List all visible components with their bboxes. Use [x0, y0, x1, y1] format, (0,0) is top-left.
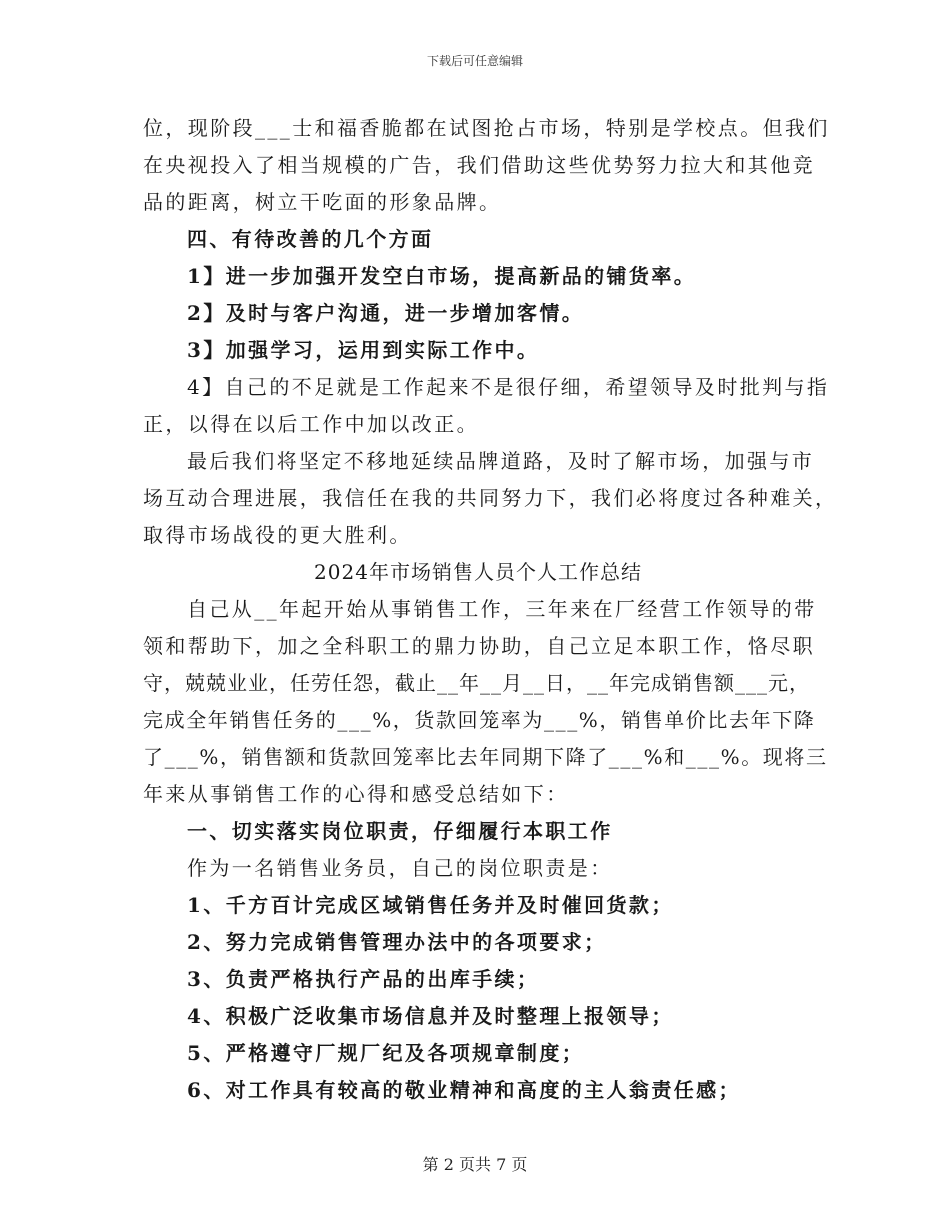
list-item: 2】及时与客户沟通，进一步增加客情。	[187, 301, 585, 325]
page-header: 下载后可任意编辑	[426, 54, 523, 68]
text-line: 取得市场战役的更大胜利。	[143, 523, 412, 547]
section-heading: 一、切实落实岗位职责，仔细履行本职工作	[187, 819, 613, 843]
list-item: 3】加强学习，运用到实际工作中。	[187, 338, 540, 362]
text-line: 场互动合理进展，我信任在我的共同努力下，我们必将度过各种难关，	[143, 486, 838, 510]
section-heading: 四、有待改善的几个方面	[187, 227, 434, 251]
text-line: 完成全年销售任务的___%，货款回笼率为___%，销售单价比去年下降	[143, 708, 816, 732]
text-line: 领和帮助下，加之全科职工的鼎力协助，自己立足本职工作，恪尽职	[143, 634, 815, 658]
text-line: 位，现阶段___士和福香脆都在试图抢占市场，特别是学校点。但我们	[143, 116, 830, 140]
text-line: 品的距离，树立干吃面的形象品牌。	[143, 190, 502, 214]
list-item: 1、千方百计完成区域销售任务并及时催回货款；	[187, 893, 674, 917]
text-line: 最后我们将坚定不移地延续品牌道路，及时了解市场，加强与市	[187, 449, 815, 473]
text-line: 年来从事销售工作的心得和感受总结如下：	[143, 782, 569, 806]
document-body	[143, 110, 838, 1109]
text-line: 自己从__年起开始从事销售工作，三年来在厂经营工作领导的带	[187, 597, 817, 621]
document-title: 2024年市场销售人员个人工作总结	[314, 560, 642, 584]
text-line: 守，兢兢业业，任劳任怨，截止__年__月__日，__年完成销售额___元，	[143, 671, 810, 695]
list-item: 5、严格遵守厂规厂纪及各项规章制度；	[187, 1041, 585, 1065]
text-line: 作为一名销售业务员，自己的岗位职责是：	[187, 856, 613, 880]
list-item: 3、负责严格执行产品的出库手续；	[187, 967, 540, 991]
list-item: 4、积极广泛收集市场信息并及时整理上报领导；	[187, 1004, 674, 1028]
text-line: 正，以得在以后工作中加以改正。	[143, 412, 479, 436]
list-item: 1】进一步加强开发空白市场，提高新品的铺货率。	[187, 264, 697, 288]
text-line: 在央视投入了相当规模的广告，我们借助这些优势努力拉大和其他竞	[143, 153, 815, 177]
list-item: 6、对工作具有较高的敬业精神和高度的主人翁责任感；	[187, 1078, 741, 1102]
list-item: 4】自己的不足就是工作起来不是很仔细，希望领导及时批判与指	[187, 375, 830, 399]
list-item: 2、努力完成销售管理办法中的各项要求；	[187, 930, 607, 954]
page-footer: 第 2 页共 7 页	[422, 1155, 528, 1174]
text-line: 了___%，销售额和货款回笼率比去年同期下降了___%和___%。现将三	[143, 745, 828, 769]
